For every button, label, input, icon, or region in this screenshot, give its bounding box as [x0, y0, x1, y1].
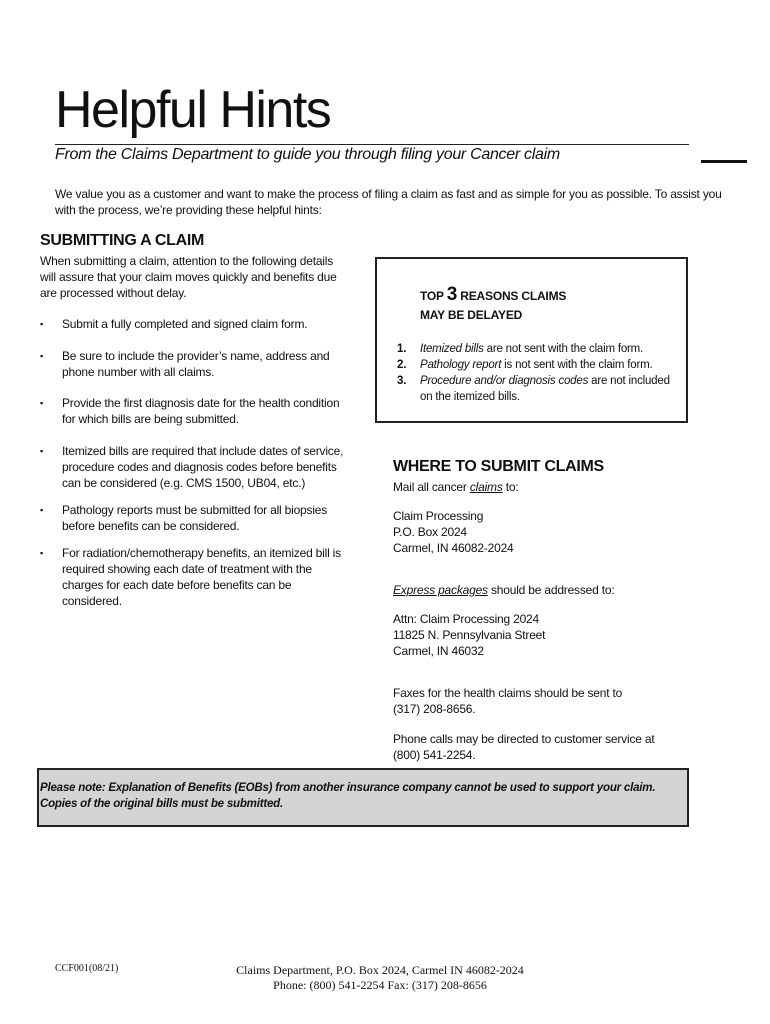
reasons-heading-number: 3: [446, 284, 458, 305]
express-address: [393, 611, 545, 659]
reason-text: is not sent with the claim form.: [501, 359, 653, 371]
bullet-item: [40, 395, 350, 427]
submitting-intro: When submitting a claim, attention to the following details will assure that your claim moves quickly and benefits due are processed without delay.: [40, 254, 337, 300]
reason-text: are not sent with the claim form.: [483, 343, 644, 355]
intro-paragraph: We value you as a customer and want to make the process of filing a claim as fast and as simple for you as possible. To assist you with the process, we’re providing these helpful hints:: [55, 187, 722, 217]
express-post: should be addressed to:: [487, 583, 615, 597]
bullet-item: [40, 348, 350, 380]
fax-number: (317) 208-8656.: [393, 702, 476, 716]
reason-item: [397, 373, 682, 405]
address-line: Carmel, IN 46032: [393, 644, 484, 658]
reasons-heading-line2: MAY BE DELAYED: [420, 308, 523, 322]
bullet-marker: ▪: [40, 446, 43, 456]
phone-info: [393, 731, 654, 763]
reasons-heading-post: REASONS CLAIMS: [457, 289, 567, 303]
reason-emphasis: Itemized bills: [420, 343, 484, 355]
footer-contact: Phone: (800) 541-2254 Fax: (317) 208-8656: [273, 978, 487, 992]
reasons-heading: [420, 285, 620, 325]
bullet-marker: ▪: [40, 398, 43, 408]
reasons-heading-pre: TOP: [420, 289, 447, 303]
address-line: 11825 N. Pennsylvania Street: [393, 628, 546, 642]
bullet-marker: ▪: [40, 548, 43, 558]
reason-item: [397, 341, 682, 357]
note-text: Please note: Explanation of Benefits (EOBs) from another insurance company cannot be used to support your claim. Copies of the original bills must be submitted.: [40, 782, 656, 810]
bullet-item: [40, 443, 350, 491]
bullet-marker: ▪: [40, 505, 43, 515]
bullet-item: [40, 545, 350, 609]
mail-pre: Mail all cancer: [393, 480, 470, 494]
submitting-heading: SUBMITTING A CLAIM: [40, 232, 205, 249]
bullet-marker: ▪: [40, 351, 43, 361]
bullet-item: [40, 502, 350, 534]
bullet-text: Provide the first diagnosis date for the health condition for which bills are being submitted.: [62, 396, 340, 426]
address-line: P.O. Box 2024: [393, 525, 467, 539]
address-line: Carmel, IN 46082-2024: [393, 541, 514, 555]
bullet-text: Be sure to include the provider’s name, address and phone number with all claims.: [62, 349, 330, 379]
form-code: CCF001(08/21): [55, 963, 119, 974]
bullet-item: [40, 316, 350, 332]
margin-mark: [701, 160, 747, 163]
express-instruction: [393, 582, 615, 598]
reason-emphasis: Pathology report: [420, 359, 502, 371]
reason-text: are not included on the itemized bills.: [420, 375, 670, 403]
claims-link[interactable]: claims: [469, 480, 503, 494]
express-packages-link[interactable]: Express packages: [393, 583, 488, 597]
bullet-text: For radiation/chemotherapy benefits, an itemized bill is required showing each date of treatment with the charges for each date before benefits can be considered.: [62, 546, 341, 608]
reason-item: [397, 357, 682, 373]
bullet-text: Itemized bills are required that include dates of service, procedure codes and diagnosis codes before benefits can be considered (e.g. CMS 1500, UB04, etc.): [62, 444, 344, 490]
where-heading: WHERE TO SUBMIT CLAIMS: [393, 458, 604, 475]
address-line: Attn: Claim Processing 2024: [393, 612, 540, 626]
address-line: Claim Processing: [393, 509, 484, 523]
title-underline: [55, 144, 689, 145]
fax-line: Faxes for the health claims should be sent to: [393, 686, 623, 700]
bullet-marker: ▪: [40, 319, 43, 329]
mail-post: to:: [502, 480, 519, 494]
footer: [200, 963, 560, 993]
reason-emphasis: Procedure and/or diagnosis codes: [420, 375, 589, 387]
phone-number: (800) 541-2254.: [393, 748, 476, 762]
bullet-text: Pathology reports must be submitted for all biopsies before benefits can be considered.: [62, 503, 328, 533]
reason-number: 2.: [397, 359, 407, 371]
mail-address: [393, 508, 514, 556]
fax-info: [393, 685, 622, 717]
phone-line: Phone calls may be directed to customer service at: [393, 732, 655, 746]
bullet-text: Submit a fully completed and signed claim form.: [62, 317, 308, 331]
mail-instruction: [393, 479, 519, 495]
reason-number: 1.: [397, 343, 407, 355]
page-title: Helpful Hints: [55, 81, 331, 139]
page-subtitle: From the Claims Department to guide you through filing your Cancer claim: [55, 146, 560, 163]
footer-address: Claims Department, P.O. Box 2024, Carmel IN 46082-2024: [236, 963, 524, 977]
reason-number: 3.: [397, 375, 407, 387]
